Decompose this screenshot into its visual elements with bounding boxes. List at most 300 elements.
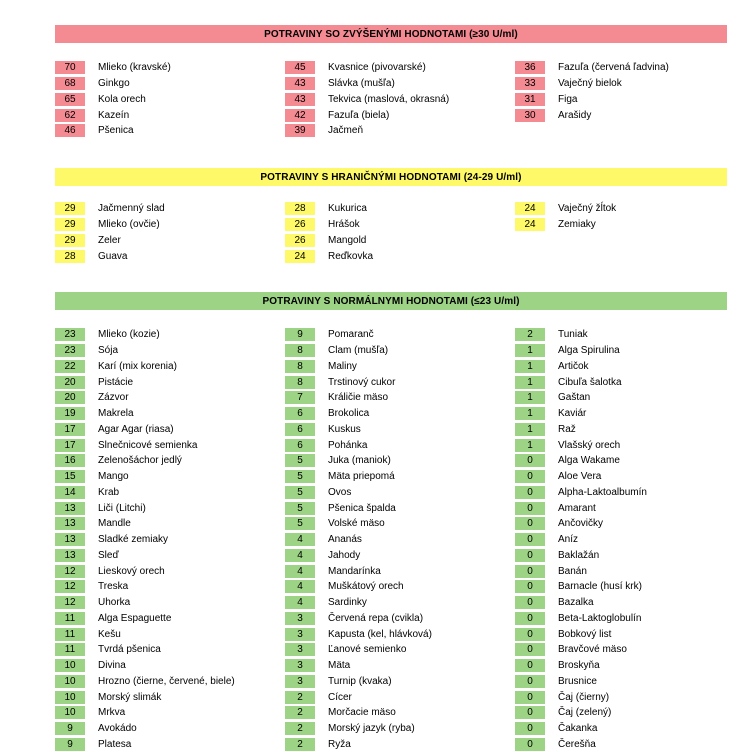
- food-name: Mlieko (kravské): [98, 62, 171, 73]
- food-name: Vlašský orech: [558, 440, 620, 451]
- food-name: Kaviár: [558, 408, 586, 419]
- food-row: [55, 343, 255, 359]
- food-name: Morčacie mäso: [328, 707, 396, 718]
- food-column-borderline-3: [515, 201, 715, 233]
- value-badge: 1: [515, 376, 545, 389]
- value-badge: 0: [515, 486, 545, 499]
- food-row: [285, 437, 485, 453]
- value-badge: 46: [55, 124, 85, 137]
- food-name: Vaječný žĺtok: [558, 203, 616, 214]
- value-badge: 16: [55, 454, 85, 467]
- food-name: Karí (mix korenia): [98, 361, 177, 372]
- food-row: [55, 658, 255, 674]
- food-name: Kukurica: [328, 203, 367, 214]
- food-row: [55, 563, 255, 579]
- value-badge: 68: [55, 77, 85, 90]
- food-row: [55, 579, 255, 595]
- food-name: Červená repa (cvikla): [328, 613, 423, 624]
- food-name: Brokolica: [328, 408, 369, 419]
- value-badge: 17: [55, 439, 85, 452]
- food-row: [55, 217, 255, 233]
- value-badge: 26: [285, 234, 315, 247]
- food-name: Fazuľa (červená ľadvina): [558, 62, 669, 73]
- food-name: Agar Agar (riasa): [98, 424, 174, 435]
- value-badge: 4: [285, 533, 315, 546]
- value-badge: 3: [285, 612, 315, 625]
- value-badge: 43: [285, 93, 315, 106]
- value-badge: 20: [55, 391, 85, 404]
- food-row: [55, 107, 255, 123]
- food-row: [285, 532, 485, 548]
- food-row: [285, 500, 485, 516]
- value-badge: 9: [55, 738, 85, 751]
- food-row: [515, 532, 715, 548]
- value-badge: 39: [285, 124, 315, 137]
- food-row: [515, 374, 715, 390]
- food-row: [285, 233, 485, 249]
- food-row: [55, 406, 255, 422]
- value-badge: 29: [55, 202, 85, 215]
- food-column-borderline-2: [285, 201, 485, 264]
- value-badge: 11: [55, 643, 85, 656]
- value-badge: 13: [55, 549, 85, 562]
- food-name: Tekvica (maslová, okrasná): [328, 94, 449, 105]
- food-row: [55, 76, 255, 92]
- food-row: [285, 705, 485, 721]
- value-badge: 5: [285, 517, 315, 530]
- food-row: [515, 548, 715, 564]
- food-name: Kešu: [98, 629, 121, 640]
- food-name: Kuskus: [328, 424, 361, 435]
- food-name: Mlieko (ovčie): [98, 219, 160, 230]
- food-row: [55, 359, 255, 375]
- food-column-normal-3: [515, 327, 715, 752]
- food-row: [55, 626, 255, 642]
- food-name: Kola orech: [98, 94, 146, 105]
- food-name: Liči (Litchi): [98, 503, 146, 514]
- food-name: Jačmeň: [328, 125, 363, 136]
- food-name: Kapusta (kel, hlávková): [328, 629, 432, 640]
- food-name: Ananás: [328, 534, 362, 545]
- value-badge: 45: [285, 61, 315, 74]
- food-name: Uhorka: [98, 597, 130, 608]
- food-name: Mäta: [328, 660, 350, 671]
- food-name: Avokádo: [98, 723, 137, 734]
- value-badge: 20: [55, 376, 85, 389]
- food-name: Hrozno (čierne, červené, biele): [98, 676, 235, 687]
- food-name: Gaštan: [558, 392, 590, 403]
- food-row: [55, 453, 255, 469]
- value-badge: 5: [285, 470, 315, 483]
- value-badge: 29: [55, 218, 85, 231]
- food-name: Ryža: [328, 739, 351, 750]
- value-badge: 0: [515, 738, 545, 751]
- food-name: Ginkgo: [98, 78, 130, 89]
- food-name: Kazeín: [98, 110, 129, 121]
- value-badge: 24: [515, 218, 545, 231]
- food-row: [515, 390, 715, 406]
- food-name: Hrášok: [328, 219, 360, 230]
- food-name: Ovos: [328, 487, 351, 498]
- value-badge: 13: [55, 517, 85, 530]
- food-name: Raž: [558, 424, 576, 435]
- food-name: Slnečnicové semienka: [98, 440, 198, 451]
- value-badge: 23: [55, 344, 85, 357]
- food-row: [285, 107, 485, 123]
- value-badge: 0: [515, 565, 545, 578]
- food-name: Brusnice: [558, 676, 597, 687]
- food-name: Zemiaky: [558, 219, 596, 230]
- food-row: [55, 485, 255, 501]
- food-row: [55, 422, 255, 438]
- food-name: Figa: [558, 94, 577, 105]
- food-row: [285, 469, 485, 485]
- food-name: Alga Espaguette: [98, 613, 171, 624]
- food-row: [515, 76, 715, 92]
- value-badge: 1: [515, 423, 545, 436]
- value-badge: 65: [55, 93, 85, 106]
- value-badge: 3: [285, 675, 315, 688]
- food-name: Divina: [98, 660, 126, 671]
- food-row: [515, 406, 715, 422]
- food-name: Barnacle (husí krk): [558, 581, 642, 592]
- food-row: [285, 626, 485, 642]
- value-badge: 4: [285, 580, 315, 593]
- food-row: [515, 422, 715, 438]
- food-column-normal-2: [285, 327, 485, 752]
- food-name: Cibuľa šalotka: [558, 377, 622, 388]
- food-name: Ľanové semienko: [328, 644, 406, 655]
- value-badge: 8: [285, 360, 315, 373]
- food-row: [515, 485, 715, 501]
- food-row: [55, 532, 255, 548]
- food-row: [55, 92, 255, 108]
- food-name: Broskyňa: [558, 660, 600, 671]
- food-name: Slávka (mušľa): [328, 78, 395, 89]
- food-row: [55, 327, 255, 343]
- value-badge: 42: [285, 109, 315, 122]
- value-badge: 0: [515, 612, 545, 625]
- food-row: [55, 642, 255, 658]
- food-name: Sardinky: [328, 597, 367, 608]
- food-row: [285, 689, 485, 705]
- food-row: [285, 248, 485, 264]
- section-banner-high: POTRAVINY SO ZVÝŠENÝMI HODNOTAMI (≥30 U/ml): [55, 25, 727, 43]
- food-name: Aníz: [558, 534, 578, 545]
- food-row: [515, 217, 715, 233]
- food-name: Morský slimák: [98, 692, 161, 703]
- food-row: [515, 92, 715, 108]
- value-badge: 15: [55, 470, 85, 483]
- value-badge: 43: [285, 77, 315, 90]
- food-name: Alga Spirulina: [558, 345, 620, 356]
- value-badge: 4: [285, 549, 315, 562]
- value-badge: 0: [515, 722, 545, 735]
- food-row: [285, 76, 485, 92]
- food-row: [285, 123, 485, 139]
- food-name: Maliny: [328, 361, 357, 372]
- value-badge: 0: [515, 580, 545, 593]
- food-name: Sleď: [98, 550, 119, 561]
- food-name: Pistácie: [98, 377, 133, 388]
- food-row: [55, 705, 255, 721]
- value-badge: 12: [55, 565, 85, 578]
- food-name: Banán: [558, 566, 587, 577]
- value-badge: 17: [55, 423, 85, 436]
- value-badge: 11: [55, 612, 85, 625]
- food-row: [55, 233, 255, 249]
- food-name: Artičok: [558, 361, 589, 372]
- food-name: Amarant: [558, 503, 596, 514]
- food-name: Beta-Laktoglobulín: [558, 613, 641, 624]
- food-name: Mäta priepomá: [328, 471, 395, 482]
- value-badge: 8: [285, 344, 315, 357]
- food-name: Bazalka: [558, 597, 594, 608]
- food-row: [285, 674, 485, 690]
- food-name: Guava: [98, 251, 127, 262]
- food-row: [55, 611, 255, 627]
- food-name: Lieskový orech: [98, 566, 165, 577]
- food-name: Tvrdá pšenica: [98, 644, 161, 655]
- food-row: [515, 595, 715, 611]
- food-name: Mandle: [98, 518, 131, 529]
- food-row: [285, 485, 485, 501]
- food-name: Pšenica: [98, 125, 134, 136]
- value-badge: 10: [55, 691, 85, 704]
- food-name: Mango: [98, 471, 129, 482]
- food-name: Ančovičky: [558, 518, 603, 529]
- value-badge: 28: [285, 202, 315, 215]
- food-row: [55, 469, 255, 485]
- value-badge: 6: [285, 423, 315, 436]
- food-name: Juka (maniok): [328, 455, 391, 466]
- value-badge: 2: [285, 722, 315, 735]
- food-row: [55, 390, 255, 406]
- food-name: Treska: [98, 581, 128, 592]
- food-name: Clam (mušľa): [328, 345, 388, 356]
- food-row: [55, 60, 255, 76]
- food-row: [515, 327, 715, 343]
- value-badge: 2: [285, 738, 315, 751]
- value-badge: 70: [55, 61, 85, 74]
- food-name: Vaječný bielok: [558, 78, 622, 89]
- food-name: Zázvor: [98, 392, 129, 403]
- food-name: Jačmenný slad: [98, 203, 165, 214]
- food-name: Krab: [98, 487, 119, 498]
- food-name: Kvasnice (pivovarské): [328, 62, 426, 73]
- food-name: Alga Wakame: [558, 455, 620, 466]
- value-badge: 31: [515, 93, 545, 106]
- food-name: Sója: [98, 345, 118, 356]
- value-badge: 24: [515, 202, 545, 215]
- value-badge: 0: [515, 502, 545, 515]
- food-row: [285, 642, 485, 658]
- value-badge: 24: [285, 250, 315, 263]
- food-row: [285, 579, 485, 595]
- value-badge: 1: [515, 407, 545, 420]
- food-row: [515, 60, 715, 76]
- value-badge: 0: [515, 517, 545, 530]
- value-badge: 33: [515, 77, 545, 90]
- food-row: [285, 516, 485, 532]
- food-row: [285, 563, 485, 579]
- value-badge: 10: [55, 675, 85, 688]
- value-badge: 0: [515, 706, 545, 719]
- value-badge: 22: [55, 360, 85, 373]
- value-badge: 1: [515, 344, 545, 357]
- food-row: [515, 107, 715, 123]
- food-name: Muškátový orech: [328, 581, 404, 592]
- food-row: [285, 595, 485, 611]
- value-badge: 23: [55, 328, 85, 341]
- value-badge: 5: [285, 486, 315, 499]
- value-badge: 36: [515, 61, 545, 74]
- value-badge: 1: [515, 391, 545, 404]
- food-row: [285, 374, 485, 390]
- value-badge: 2: [515, 328, 545, 341]
- value-badge: 0: [515, 628, 545, 641]
- food-row: [515, 359, 715, 375]
- food-row: [285, 60, 485, 76]
- food-row: [285, 343, 485, 359]
- food-column-high-1: [55, 60, 255, 139]
- value-badge: 0: [515, 691, 545, 704]
- food-name: Cícer: [328, 692, 352, 703]
- food-row: [55, 248, 255, 264]
- food-row: [515, 563, 715, 579]
- food-row: [515, 500, 715, 516]
- food-row: [285, 327, 485, 343]
- value-badge: 0: [515, 596, 545, 609]
- food-row: [515, 689, 715, 705]
- food-column-high-2: [285, 60, 485, 139]
- food-row: [515, 201, 715, 217]
- section-banner-borderline: POTRAVINY S HRANIČNÝMI HODNOTAMI (24-29 U/ml): [55, 168, 727, 186]
- food-name: Jahody: [328, 550, 360, 561]
- food-row: [55, 689, 255, 705]
- value-badge: 3: [285, 628, 315, 641]
- food-row: [55, 548, 255, 564]
- value-badge: 10: [55, 659, 85, 672]
- food-row: [55, 674, 255, 690]
- food-row: [515, 453, 715, 469]
- food-name: Tuniak: [558, 329, 588, 340]
- value-badge: 13: [55, 533, 85, 546]
- food-row: [515, 626, 715, 642]
- food-row: [285, 611, 485, 627]
- food-name: Aloe Vera: [558, 471, 601, 482]
- food-name: Trstinový cukor: [328, 377, 395, 388]
- food-name: Reďkovka: [328, 251, 373, 262]
- food-name: Čerešňa: [558, 739, 596, 750]
- food-name: Bravčové mäso: [558, 644, 627, 655]
- value-badge: 30: [515, 109, 545, 122]
- food-row: [515, 343, 715, 359]
- food-row: [55, 595, 255, 611]
- food-row: [515, 721, 715, 737]
- value-badge: 2: [285, 691, 315, 704]
- food-name: Zelenošáchor jedlý: [98, 455, 182, 466]
- value-badge: 12: [55, 580, 85, 593]
- food-column-borderline-1: [55, 201, 255, 264]
- value-badge: 6: [285, 407, 315, 420]
- food-row: [515, 611, 715, 627]
- food-name: Alpha-Laktoalbumín: [558, 487, 647, 498]
- food-name: Mrkva: [98, 707, 125, 718]
- value-badge: 28: [55, 250, 85, 263]
- food-row: [285, 422, 485, 438]
- value-badge: 0: [515, 659, 545, 672]
- food-row: [285, 390, 485, 406]
- food-name: Arašidy: [558, 110, 591, 121]
- food-column-normal-1: [55, 327, 255, 752]
- value-badge: 62: [55, 109, 85, 122]
- food-name: Makrela: [98, 408, 134, 419]
- food-name: Zeler: [98, 235, 121, 246]
- food-row: [55, 721, 255, 737]
- food-row: [515, 516, 715, 532]
- value-badge: 4: [285, 596, 315, 609]
- value-badge: 2: [285, 706, 315, 719]
- food-name: Čaj (zelený): [558, 707, 611, 718]
- value-badge: 5: [285, 502, 315, 515]
- value-badge: 0: [515, 643, 545, 656]
- food-row: [285, 201, 485, 217]
- value-badge: 14: [55, 486, 85, 499]
- food-name: Platesa: [98, 739, 131, 750]
- value-badge: 9: [55, 722, 85, 735]
- food-name: Pomaranč: [328, 329, 374, 340]
- section-banner-normal: POTRAVINY S NORMÁLNYMI HODNOTAMI (≤23 U/ml): [55, 292, 727, 310]
- value-badge: 6: [285, 439, 315, 452]
- food-row: [515, 469, 715, 485]
- food-name: Turnip (kvaka): [328, 676, 392, 687]
- food-row: [285, 658, 485, 674]
- food-row: [515, 674, 715, 690]
- food-name: Mlieko (kozie): [98, 329, 160, 340]
- value-badge: 1: [515, 360, 545, 373]
- value-badge: 7: [285, 391, 315, 404]
- food-name: Fazuľa (biela): [328, 110, 389, 121]
- food-name: Baklažán: [558, 550, 599, 561]
- food-column-high-3: [515, 60, 715, 123]
- value-badge: 0: [515, 533, 545, 546]
- food-row: [285, 217, 485, 233]
- value-badge: 11: [55, 628, 85, 641]
- food-name: Králičie mäso: [328, 392, 388, 403]
- food-row: [285, 92, 485, 108]
- value-badge: 0: [515, 470, 545, 483]
- value-badge: 5: [285, 454, 315, 467]
- value-badge: 3: [285, 659, 315, 672]
- food-row: [515, 642, 715, 658]
- food-row: [55, 516, 255, 532]
- food-name: Sladké zemiaky: [98, 534, 168, 545]
- food-name: Mandarínka: [328, 566, 381, 577]
- value-badge: 26: [285, 218, 315, 231]
- food-name: Čakanka: [558, 723, 597, 734]
- food-row: [515, 705, 715, 721]
- food-row: [515, 658, 715, 674]
- value-badge: 3: [285, 643, 315, 656]
- food-row: [285, 406, 485, 422]
- value-badge: 10: [55, 706, 85, 719]
- value-badge: 13: [55, 502, 85, 515]
- food-name: Čaj (čierny): [558, 692, 609, 703]
- food-row: [285, 359, 485, 375]
- value-badge: 0: [515, 549, 545, 562]
- food-row: [515, 437, 715, 453]
